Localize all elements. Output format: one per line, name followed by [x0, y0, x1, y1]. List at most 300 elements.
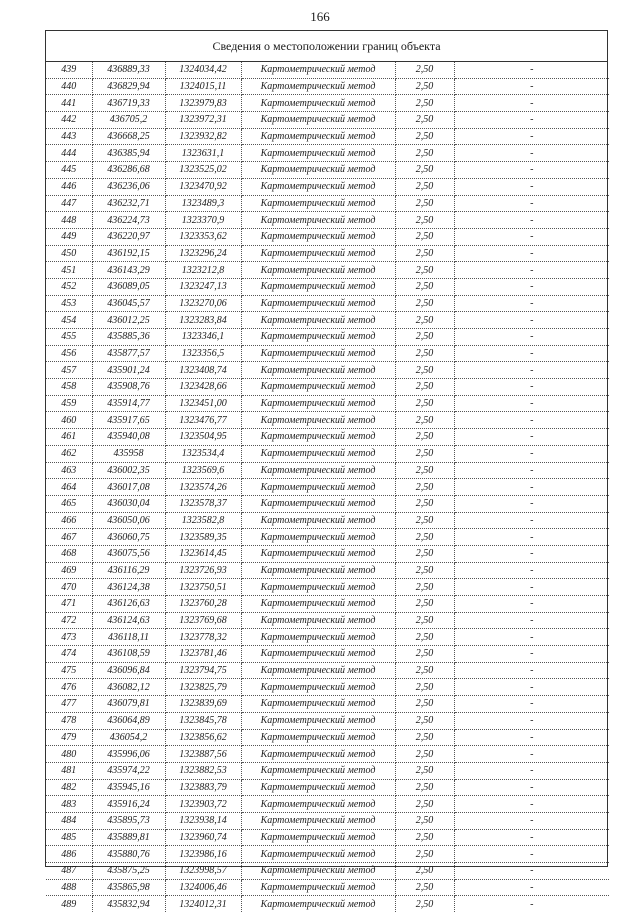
point-number-cell: 481 — [46, 762, 92, 779]
y-coordinate-cell: 1323346,1 — [165, 329, 241, 346]
description-cell: - — [454, 295, 609, 312]
description-cell: - — [454, 95, 609, 112]
y-coordinate-cell: 1323750,51 — [165, 579, 241, 596]
table-row — [46, 896, 609, 912]
table-row — [46, 562, 609, 579]
table-row — [46, 145, 609, 162]
x-coordinate-cell: 436002,35 — [92, 462, 165, 479]
x-coordinate-cell: 435916,24 — [92, 796, 165, 813]
x-coordinate-cell: 435877,57 — [92, 345, 165, 362]
method-cell: Картометрический метод — [241, 62, 395, 78]
accuracy-cell: 2,50 — [395, 579, 454, 596]
description-cell: - — [454, 696, 609, 713]
accuracy-cell: 2,50 — [395, 879, 454, 896]
x-coordinate-cell: 435889,81 — [92, 829, 165, 846]
accuracy-cell: 2,50 — [395, 662, 454, 679]
point-number-cell: 440 — [46, 78, 92, 95]
method-cell: Картометрический метод — [241, 729, 395, 746]
y-coordinate-cell: 1323932,82 — [165, 128, 241, 145]
point-number-cell: 471 — [46, 596, 92, 613]
table-body — [46, 62, 609, 912]
accuracy-cell: 2,50 — [395, 779, 454, 796]
point-number-cell: 472 — [46, 612, 92, 629]
method-cell: Картометрический метод — [241, 412, 395, 429]
method-cell: Картометрический метод — [241, 312, 395, 329]
x-coordinate-cell: 435880,76 — [92, 846, 165, 863]
x-coordinate-cell: 436012,25 — [92, 312, 165, 329]
accuracy-cell: 2,50 — [395, 212, 454, 229]
accuracy-cell: 2,50 — [395, 712, 454, 729]
description-cell: - — [454, 145, 609, 162]
y-coordinate-cell: 1323578,37 — [165, 495, 241, 512]
table-row — [46, 78, 609, 95]
y-coordinate-cell: 1323589,35 — [165, 529, 241, 546]
description-cell: - — [454, 495, 609, 512]
y-coordinate-cell: 1323428,66 — [165, 379, 241, 396]
table-row — [46, 128, 609, 145]
table-row — [46, 796, 609, 813]
description-cell: - — [454, 829, 609, 846]
table-header-title: Сведения о местоположении границ объекта — [46, 31, 607, 62]
description-cell: - — [454, 212, 609, 229]
point-number-cell: 439 — [46, 62, 92, 78]
point-number-cell: 458 — [46, 379, 92, 396]
y-coordinate-cell: 1323370,9 — [165, 212, 241, 229]
table-row — [46, 746, 609, 763]
y-coordinate-cell: 1324034,42 — [165, 62, 241, 78]
accuracy-cell: 2,50 — [395, 445, 454, 462]
y-coordinate-cell: 1324006,46 — [165, 879, 241, 896]
description-cell: - — [454, 412, 609, 429]
description-cell: - — [454, 629, 609, 646]
accuracy-cell: 2,50 — [395, 245, 454, 262]
description-cell: - — [454, 545, 609, 562]
table-row — [46, 512, 609, 529]
table-row — [46, 395, 609, 412]
table-row — [46, 462, 609, 479]
description-cell: - — [454, 512, 609, 529]
point-number-cell: 462 — [46, 445, 92, 462]
x-coordinate-cell: 436236,06 — [92, 178, 165, 195]
method-cell: Картометрический метод — [241, 245, 395, 262]
y-coordinate-cell: 1323353,62 — [165, 228, 241, 245]
description-cell: - — [454, 879, 609, 896]
x-coordinate-cell: 436124,38 — [92, 579, 165, 596]
x-coordinate-cell: 435914,77 — [92, 395, 165, 412]
method-cell: Картометрический метод — [241, 579, 395, 596]
method-cell: Картометрический метод — [241, 863, 395, 880]
x-coordinate-cell: 436220,97 — [92, 228, 165, 245]
method-cell: Картометрический метод — [241, 95, 395, 112]
point-number-cell: 451 — [46, 262, 92, 279]
accuracy-cell: 2,50 — [395, 162, 454, 179]
x-coordinate-cell: 436143,29 — [92, 262, 165, 279]
y-coordinate-cell: 1323614,45 — [165, 545, 241, 562]
method-cell: Картометрический метод — [241, 278, 395, 295]
table-row — [46, 62, 609, 78]
x-coordinate-cell: 435945,16 — [92, 779, 165, 796]
x-coordinate-cell: 436668,25 — [92, 128, 165, 145]
description-cell: - — [454, 762, 609, 779]
point-number-cell: 456 — [46, 345, 92, 362]
y-coordinate-cell: 1323726,93 — [165, 562, 241, 579]
description-cell: - — [454, 195, 609, 212]
x-coordinate-cell: 436719,33 — [92, 95, 165, 112]
description-cell: - — [454, 863, 609, 880]
x-coordinate-cell: 436126,63 — [92, 596, 165, 613]
method-cell: Картометрический метод — [241, 395, 395, 412]
y-coordinate-cell: 1323825,79 — [165, 679, 241, 696]
method-cell: Картометрический метод — [241, 846, 395, 863]
table-row — [46, 829, 609, 846]
table-row — [46, 162, 609, 179]
table-row — [46, 729, 609, 746]
y-coordinate-cell: 1323247,13 — [165, 278, 241, 295]
x-coordinate-cell: 436089,05 — [92, 278, 165, 295]
description-cell: - — [454, 445, 609, 462]
accuracy-cell: 2,50 — [395, 278, 454, 295]
point-number-cell: 459 — [46, 395, 92, 412]
table-row — [46, 762, 609, 779]
x-coordinate-cell: 435940,08 — [92, 429, 165, 446]
table-row — [46, 646, 609, 663]
x-coordinate-cell: 435974,22 — [92, 762, 165, 779]
point-number-cell: 466 — [46, 512, 92, 529]
method-cell: Картометрический метод — [241, 812, 395, 829]
point-number-cell: 442 — [46, 112, 92, 129]
method-cell: Картометрический метод — [241, 829, 395, 846]
point-number-cell: 475 — [46, 662, 92, 679]
y-coordinate-cell: 1323582,8 — [165, 512, 241, 529]
method-cell: Картометрический метод — [241, 78, 395, 95]
point-number-cell: 483 — [46, 796, 92, 813]
point-number-cell: 465 — [46, 495, 92, 512]
point-number-cell: 455 — [46, 329, 92, 346]
point-number-cell: 446 — [46, 178, 92, 195]
table-row — [46, 529, 609, 546]
description-cell: - — [454, 178, 609, 195]
x-coordinate-cell: 436075,56 — [92, 545, 165, 562]
x-coordinate-cell: 436108,59 — [92, 646, 165, 663]
x-coordinate-cell: 436116,29 — [92, 562, 165, 579]
table-row — [46, 379, 609, 396]
accuracy-cell: 2,50 — [395, 696, 454, 713]
accuracy-cell: 2,50 — [395, 629, 454, 646]
y-coordinate-cell: 1323845,78 — [165, 712, 241, 729]
table-row — [46, 679, 609, 696]
point-number-cell: 482 — [46, 779, 92, 796]
point-number-cell: 488 — [46, 879, 92, 896]
method-cell: Картометрический метод — [241, 262, 395, 279]
coordinates-table-frame — [45, 30, 608, 910]
y-coordinate-cell: 1323489,3 — [165, 195, 241, 212]
y-coordinate-cell: 1323408,74 — [165, 362, 241, 379]
y-coordinate-cell: 1323883,79 — [165, 779, 241, 796]
description-cell: - — [454, 479, 609, 496]
description-cell: - — [454, 112, 609, 129]
accuracy-cell: 2,50 — [395, 395, 454, 412]
y-coordinate-cell: 1324015,11 — [165, 78, 241, 95]
y-coordinate-cell: 1323534,4 — [165, 445, 241, 462]
x-coordinate-cell: 435917,65 — [92, 412, 165, 429]
y-coordinate-cell: 1323212,8 — [165, 262, 241, 279]
x-coordinate-cell: 436079,81 — [92, 696, 165, 713]
method-cell: Картометрический метод — [241, 596, 395, 613]
table-row — [46, 495, 609, 512]
table-row — [46, 212, 609, 229]
table-row — [46, 846, 609, 863]
x-coordinate-cell: 435895,73 — [92, 812, 165, 829]
table-row — [46, 95, 609, 112]
table-row — [46, 779, 609, 796]
table-row — [46, 629, 609, 646]
x-coordinate-cell: 436017,08 — [92, 479, 165, 496]
accuracy-cell: 2,50 — [395, 78, 454, 95]
y-coordinate-cell: 1323525,02 — [165, 162, 241, 179]
description-cell: - — [454, 379, 609, 396]
method-cell: Картометрический метод — [241, 679, 395, 696]
y-coordinate-cell: 1323270,06 — [165, 295, 241, 312]
description-cell: - — [454, 796, 609, 813]
y-coordinate-cell: 1323769,68 — [165, 612, 241, 629]
x-coordinate-cell: 435832,94 — [92, 896, 165, 912]
x-coordinate-cell: 436889,33 — [92, 62, 165, 78]
method-cell: Картометрический метод — [241, 629, 395, 646]
point-number-cell: 469 — [46, 562, 92, 579]
x-coordinate-cell: 435996,06 — [92, 746, 165, 763]
point-number-cell: 477 — [46, 696, 92, 713]
accuracy-cell: 2,50 — [395, 529, 454, 546]
method-cell: Картометрический метод — [241, 529, 395, 546]
point-number-cell: 473 — [46, 629, 92, 646]
accuracy-cell: 2,50 — [395, 495, 454, 512]
point-number-cell: 454 — [46, 312, 92, 329]
accuracy-cell: 2,50 — [395, 863, 454, 880]
x-coordinate-cell: 435885,36 — [92, 329, 165, 346]
method-cell: Картометрический метод — [241, 329, 395, 346]
x-coordinate-cell: 436118,11 — [92, 629, 165, 646]
method-cell: Картометрический метод — [241, 178, 395, 195]
method-cell: Картометрический метод — [241, 779, 395, 796]
table-row — [46, 295, 609, 312]
point-number-cell: 453 — [46, 295, 92, 312]
point-number-cell: 447 — [46, 195, 92, 212]
method-cell: Картометрический метод — [241, 445, 395, 462]
page-number: 166 — [310, 9, 330, 24]
y-coordinate-cell: 1323794,75 — [165, 662, 241, 679]
y-coordinate-cell: 1323856,62 — [165, 729, 241, 746]
coordinates-table — [46, 62, 609, 912]
method-cell: Картометрический метод — [241, 712, 395, 729]
y-coordinate-cell: 1323356,5 — [165, 345, 241, 362]
method-cell: Картометрический метод — [241, 662, 395, 679]
method-cell: Картометрический метод — [241, 612, 395, 629]
method-cell: Картометрический метод — [241, 879, 395, 896]
accuracy-cell: 2,50 — [395, 479, 454, 496]
accuracy-cell: 2,50 — [395, 262, 454, 279]
description-cell: - — [454, 662, 609, 679]
table-row — [46, 545, 609, 562]
description-cell: - — [454, 646, 609, 663]
point-number-cell: 448 — [46, 212, 92, 229]
method-cell: Картометрический метод — [241, 429, 395, 446]
table-row — [46, 863, 609, 880]
table-row — [46, 445, 609, 462]
x-coordinate-cell: 436224,73 — [92, 212, 165, 229]
x-coordinate-cell: 435958 — [92, 445, 165, 462]
y-coordinate-cell: 1323760,28 — [165, 596, 241, 613]
table-row — [46, 596, 609, 613]
table-row — [46, 429, 609, 446]
method-cell: Картометрический метод — [241, 479, 395, 496]
x-coordinate-cell: 436050,06 — [92, 512, 165, 529]
table-row — [46, 812, 609, 829]
accuracy-cell: 2,50 — [395, 178, 454, 195]
y-coordinate-cell: 1323887,56 — [165, 746, 241, 763]
description-cell: - — [454, 429, 609, 446]
y-coordinate-cell: 1323283,84 — [165, 312, 241, 329]
point-number-cell: 443 — [46, 128, 92, 145]
y-coordinate-cell: 1323903,72 — [165, 796, 241, 813]
point-number-cell: 476 — [46, 679, 92, 696]
accuracy-cell: 2,50 — [395, 128, 454, 145]
description-cell: - — [454, 812, 609, 829]
point-number-cell: 470 — [46, 579, 92, 596]
description-cell: - — [454, 779, 609, 796]
point-number-cell: 461 — [46, 429, 92, 446]
point-number-cell: 464 — [46, 479, 92, 496]
table-row — [46, 712, 609, 729]
description-cell: - — [454, 596, 609, 613]
accuracy-cell: 2,50 — [395, 145, 454, 162]
description-cell: - — [454, 679, 609, 696]
accuracy-cell: 2,50 — [395, 462, 454, 479]
method-cell: Картометрический метод — [241, 145, 395, 162]
point-number-cell: 463 — [46, 462, 92, 479]
table-row — [46, 662, 609, 679]
x-coordinate-cell: 436192,15 — [92, 245, 165, 262]
y-coordinate-cell: 1323938,14 — [165, 812, 241, 829]
method-cell: Картометрический метод — [241, 512, 395, 529]
description-cell: - — [454, 62, 609, 78]
x-coordinate-cell: 436385,94 — [92, 145, 165, 162]
accuracy-cell: 2,50 — [395, 412, 454, 429]
table-row — [46, 612, 609, 629]
description-cell: - — [454, 846, 609, 863]
x-coordinate-cell: 436054,2 — [92, 729, 165, 746]
point-number-cell: 444 — [46, 145, 92, 162]
accuracy-cell: 2,50 — [395, 746, 454, 763]
table-row — [46, 278, 609, 295]
description-cell: - — [454, 128, 609, 145]
point-number-cell: 441 — [46, 95, 92, 112]
method-cell: Картометрический метод — [241, 295, 395, 312]
y-coordinate-cell: 1323476,77 — [165, 412, 241, 429]
x-coordinate-cell: 435875,25 — [92, 863, 165, 880]
y-coordinate-cell: 1323778,32 — [165, 629, 241, 646]
y-coordinate-cell: 1323574,26 — [165, 479, 241, 496]
point-number-cell: 485 — [46, 829, 92, 846]
table-row — [46, 879, 609, 896]
accuracy-cell: 2,50 — [395, 329, 454, 346]
accuracy-cell: 2,50 — [395, 312, 454, 329]
point-number-cell: 474 — [46, 646, 92, 663]
y-coordinate-cell: 1323504,95 — [165, 429, 241, 446]
description-cell: - — [454, 78, 609, 95]
method-cell: Картометрический метод — [241, 796, 395, 813]
accuracy-cell: 2,50 — [395, 829, 454, 846]
y-coordinate-cell: 1323998,57 — [165, 863, 241, 880]
x-coordinate-cell: 435865,98 — [92, 879, 165, 896]
y-coordinate-cell: 1323972,31 — [165, 112, 241, 129]
description-cell: - — [454, 345, 609, 362]
point-number-cell: 486 — [46, 846, 92, 863]
y-coordinate-cell: 1323986,16 — [165, 846, 241, 863]
accuracy-cell: 2,50 — [395, 796, 454, 813]
x-coordinate-cell: 436060,75 — [92, 529, 165, 546]
accuracy-cell: 2,50 — [395, 345, 454, 362]
method-cell: Картометрический метод — [241, 379, 395, 396]
method-cell: Картометрический метод — [241, 746, 395, 763]
description-cell: - — [454, 529, 609, 546]
table-row — [46, 362, 609, 379]
accuracy-cell: 2,50 — [395, 512, 454, 529]
y-coordinate-cell: 1323296,24 — [165, 245, 241, 262]
x-coordinate-cell: 436829,94 — [92, 78, 165, 95]
description-cell: - — [454, 278, 609, 295]
description-cell: - — [454, 312, 609, 329]
accuracy-cell: 2,50 — [395, 679, 454, 696]
point-number-cell: 487 — [46, 863, 92, 880]
y-coordinate-cell: 1323470,92 — [165, 178, 241, 195]
method-cell: Картометрический метод — [241, 896, 395, 912]
accuracy-cell: 2,50 — [395, 112, 454, 129]
accuracy-cell: 2,50 — [395, 228, 454, 245]
accuracy-cell: 2,50 — [395, 429, 454, 446]
accuracy-cell: 2,50 — [395, 646, 454, 663]
table-row — [46, 262, 609, 279]
accuracy-cell: 2,50 — [395, 362, 454, 379]
description-cell: - — [454, 729, 609, 746]
table-row — [46, 228, 609, 245]
accuracy-cell: 2,50 — [395, 762, 454, 779]
accuracy-cell: 2,50 — [395, 612, 454, 629]
x-coordinate-cell: 436064,89 — [92, 712, 165, 729]
point-number-cell: 468 — [46, 545, 92, 562]
table-row — [46, 178, 609, 195]
table-row — [46, 345, 609, 362]
description-cell: - — [454, 395, 609, 412]
table-row — [46, 579, 609, 596]
method-cell: Картометрический метод — [241, 228, 395, 245]
method-cell: Картометрический метод — [241, 128, 395, 145]
method-cell: Картометрический метод — [241, 462, 395, 479]
accuracy-cell: 2,50 — [395, 195, 454, 212]
x-coordinate-cell: 436045,57 — [92, 295, 165, 312]
description-cell: - — [454, 362, 609, 379]
x-coordinate-cell: 435901,24 — [92, 362, 165, 379]
description-cell: - — [454, 712, 609, 729]
method-cell: Картометрический метод — [241, 495, 395, 512]
x-coordinate-cell: 436082,12 — [92, 679, 165, 696]
table-row — [46, 329, 609, 346]
table-row — [46, 195, 609, 212]
x-coordinate-cell: 436124,63 — [92, 612, 165, 629]
y-coordinate-cell: 1324012,31 — [165, 896, 241, 912]
method-cell: Картометрический метод — [241, 345, 395, 362]
y-coordinate-cell: 1323451,00 — [165, 395, 241, 412]
accuracy-cell: 2,50 — [395, 562, 454, 579]
